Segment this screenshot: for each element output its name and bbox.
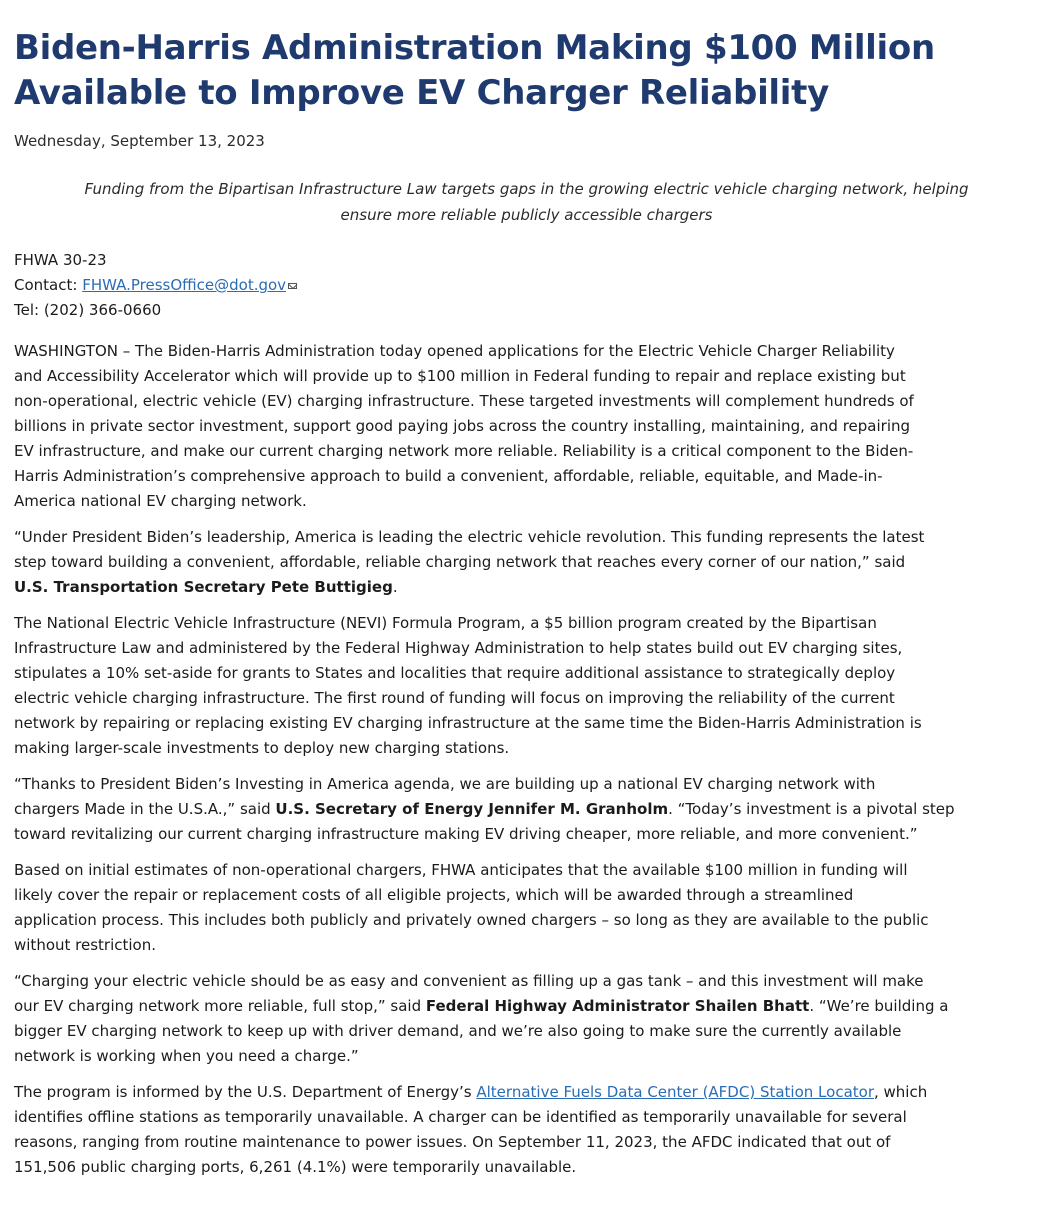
page-title-line-2: Available to Improve EV Charger Reliability <box>14 73 829 113</box>
contact-line <box>14 273 1039 298</box>
paragraph-line: Infrastructure Law and administered by the Federal Highway Administration to help states build out EV charging sites, <box>14 639 903 657</box>
paragraph-line: identifies offline stations as temporarily unavailable. A charger can be identified as temporarily unavailable for several <box>14 1108 907 1126</box>
paragraph-line: toward revitalizing our current charging infrastructure making EV driving cheaper, more reliable, and more convenient.” <box>14 825 918 843</box>
paragraph-line: non-operational, electric vehicle (EV) charging infrastructure. These targeted investments will complement hundreds of <box>14 392 914 410</box>
paragraph-line: “Charging your electric vehicle should be as easy and convenient as filling up a gas tank – and this investment will make <box>14 972 924 990</box>
publication-date: Wednesday, September 13, 2023 <box>14 132 265 150</box>
speaker-name: U.S. Secretary of Energy Jennifer M. Granholm <box>275 800 669 818</box>
paragraph-line: stipulates a 10% set-aside for grants to States and localities that require additional assistance to strategically deploy <box>14 664 896 682</box>
contact-label: Contact: <box>14 276 83 294</box>
paragraph-line: America national EV charging network. <box>14 492 307 510</box>
line-start: chargers Made in the U.S.A.,” said <box>14 800 276 818</box>
paragraph-line: EV infrastructure, and make our current charging network more reliable. Reliability is a critical component to the Biden- <box>14 442 914 460</box>
paragraph-buttigieg-quote <box>14 525 1039 600</box>
paragraph-line: Based on initial estimates of non-operational chargers, FHWA anticipates that the available $100 million in funding will <box>14 861 908 879</box>
paragraph-line: reasons, ranging from routine maintenance to power issues. On September 11, 2023, the AFDC indicated that out of <box>14 1133 891 1151</box>
page-title-line-1: Biden-Harris Administration Making $100 Million <box>14 28 935 68</box>
paragraph-line <box>14 994 1039 1019</box>
paragraph-line: “Under President Biden’s leadership, America is leading the electric vehicle revolution. This funding represents the latest <box>14 528 925 546</box>
paragraph-line: step toward building a convenient, affordable, reliable charging network that reaches every corner of our nation,” said <box>14 553 906 571</box>
subtitle-line-1: Funding from the Bipartisan Infrastructure Law targets gaps in the growing electric vehicle charging network, helping <box>84 180 969 198</box>
speaker-name: U.S. Transportation Secretary Pete Buttigieg <box>14 578 393 596</box>
paragraph-line: billions in private sector investment, support good paying jobs across the country installing, maintaining, and repairing <box>14 417 911 435</box>
paragraph-line: 151,506 public charging ports, 6,261 (4.1%) were temporarily unavailable. <box>14 1158 577 1176</box>
paragraph-line: The National Electric Vehicle Infrastructure (NEVI) Formula Program, a $5 billion program created by the Bipartisan <box>14 614 877 632</box>
line-end: . “We’re building a <box>809 997 949 1015</box>
paragraph-line: WASHINGTON – The Biden-Harris Administration today opened applications for the Electric Vehicle Charger Reliability <box>14 342 895 360</box>
paragraph-line: bigger EV charging network to keep up with driver demand, and we’re also going to make sure the currently available <box>14 1022 902 1040</box>
paragraph-line: and Accessibility Accelerator which will provide up to $100 million in Federal funding to repair and replace existing but <box>14 367 906 385</box>
page-title <box>14 26 1039 116</box>
paragraph-line: likely cover the repair or replacement costs of all eligible projects, which will be awarded through a streamlined <box>14 886 854 904</box>
afdc-station-locator-link[interactable]: Alternative Fuels Data Center (AFDC) Station Locator <box>476 1083 874 1101</box>
paragraph-intro <box>14 339 1039 514</box>
telephone-line: Tel: (202) 366-0660 <box>14 301 162 319</box>
speaker-name: Federal Highway Administrator Shailen Bhatt <box>425 997 810 1015</box>
paragraph-line: “Thanks to President Biden’s Investing in America agenda, we are building up a national EV charging network with <box>14 775 876 793</box>
envelope-icon <box>288 283 297 289</box>
contact-email-link[interactable]: FHWA.PressOffice@dot.gov <box>82 276 287 294</box>
article-subtitle <box>14 176 1039 228</box>
paragraph-afdc <box>14 1080 1039 1180</box>
paragraph-line: network is working when you need a charge.” <box>14 1047 359 1065</box>
release-number: FHWA 30-23 <box>14 251 107 269</box>
paragraph-line: network by repairing or replacing existing EV charging infrastructure at the same time the Biden-Harris Administration is <box>14 714 922 732</box>
paragraph-line <box>14 1080 1039 1105</box>
paragraph-line: Harris Administration’s comprehensive approach to build a convenient, affordable, reliable, equitable, and Made-in- <box>14 467 883 485</box>
paragraph-line: making larger-scale investments to deploy new charging stations. <box>14 739 510 757</box>
line-start: The program is informed by the U.S. Department of Energy’s <box>14 1083 477 1101</box>
line-start: our EV charging network more reliable, full stop,” said <box>14 997 426 1015</box>
paragraph-line: without restriction. <box>14 936 157 954</box>
paragraph-line: application process. This includes both publicly and privately owned chargers – so long as they are available to the public <box>14 911 929 929</box>
paragraph-bhatt-quote <box>14 969 1039 1069</box>
line-end: , which <box>874 1083 928 1101</box>
paragraph-line <box>14 575 1039 600</box>
release-metadata <box>14 248 1039 323</box>
paragraph-line: electric vehicle charging infrastructure. The first round of funding will focus on improving the reliability of the current <box>14 689 895 707</box>
line-end: . <box>392 578 398 596</box>
paragraph-estimates <box>14 858 1039 958</box>
paragraph-granholm-quote <box>14 772 1039 847</box>
subtitle-line-2: ensure more reliable publicly accessible chargers <box>340 206 713 224</box>
paragraph-nevi-program <box>14 611 1039 761</box>
line-end: . “Today’s investment is a pivotal step <box>668 800 955 818</box>
paragraph-line <box>14 797 1039 822</box>
